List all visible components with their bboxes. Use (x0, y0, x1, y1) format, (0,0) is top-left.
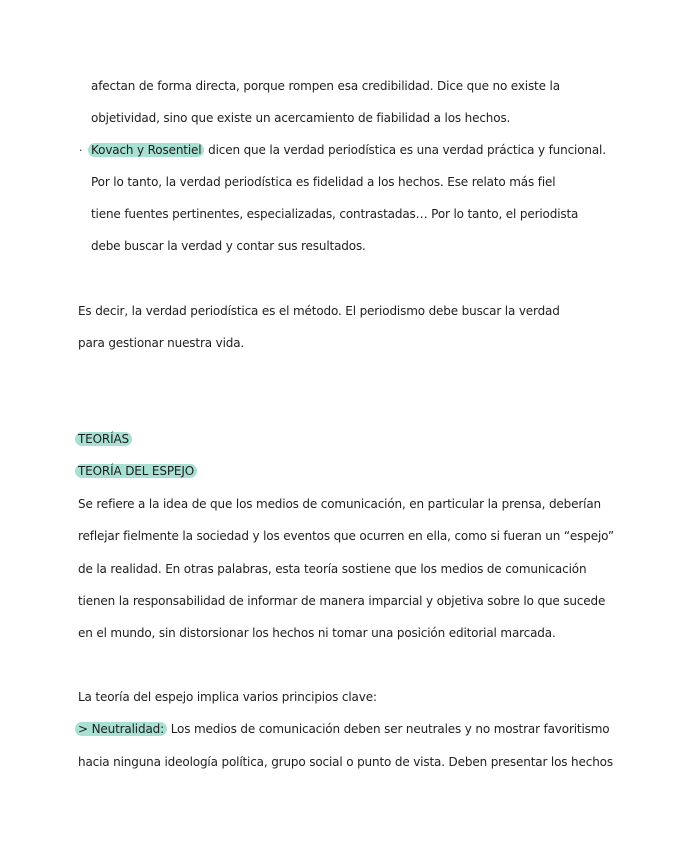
text-line: para gestionar nuestra vida. (78, 336, 245, 350)
text-line: reflejar fielmente la sociedad y los eventos que ocurren en ella, como si fueran un “espejo” (78, 529, 614, 543)
text-line: en el mundo, sin distorsionar los hechos ni tomar una posición editorial marcada. (78, 626, 556, 640)
text-line (91, 142, 606, 158)
text-line (78, 721, 609, 737)
text-line: Se refiere a la idea de que los medios de comunicación, en particular la prensa, deberían (78, 497, 601, 511)
text-line: La teoría del espejo implica varios principios clave: (78, 690, 377, 704)
heading-teorias (78, 431, 132, 447)
text-line: Es decir, la verdad periodística es el método. El periodismo debe buscar la verdad (78, 304, 560, 318)
text-line: afectan de forma directa, porque rompen esa credibilidad. Dice que no existe la (91, 79, 560, 93)
text-line-continuation: dicen que la verdad periodística es una verdad práctica y funcional. (204, 143, 606, 157)
text-line: tiene fuentes pertinentes, especializadas, contrastadas… Por lo tanto, el periodista (91, 207, 579, 221)
heading-highlight: TEORÍA DEL ESPEJO (75, 464, 197, 478)
text-line: de la realidad. En otras palabras, esta teoría sostiene que los medios de comunicación (78, 562, 587, 576)
heading-highlight: TEORÍAS (75, 432, 132, 446)
text-line: objetividad, sino que existe un acercamiento de fiabilidad a los hechos. (91, 111, 511, 125)
bullet-marker: · (79, 144, 83, 157)
highlighted-author-names: Kovach y Rosentiel (88, 143, 204, 157)
text-line: Por lo tanto, la verdad periodística es fidelidad a los hechos. Ese relato más fiel (91, 175, 556, 189)
highlighted-term-neutralidad: > Neutralidad: (75, 722, 167, 736)
text-line-continuation: Los medios de comunicación deben ser neutrales y no mostrar favoritismo (167, 722, 610, 736)
text-line: hacia ninguna ideología política, grupo social o punto de vista. Deben presentar los hechos (78, 755, 613, 769)
text-line: debe buscar la verdad y contar sus resultados. (91, 239, 366, 253)
text-line: tienen la responsabilidad de informar de manera imparcial y objetiva sobre lo que sucede (78, 594, 606, 608)
heading-teoria-espejo (78, 463, 197, 479)
